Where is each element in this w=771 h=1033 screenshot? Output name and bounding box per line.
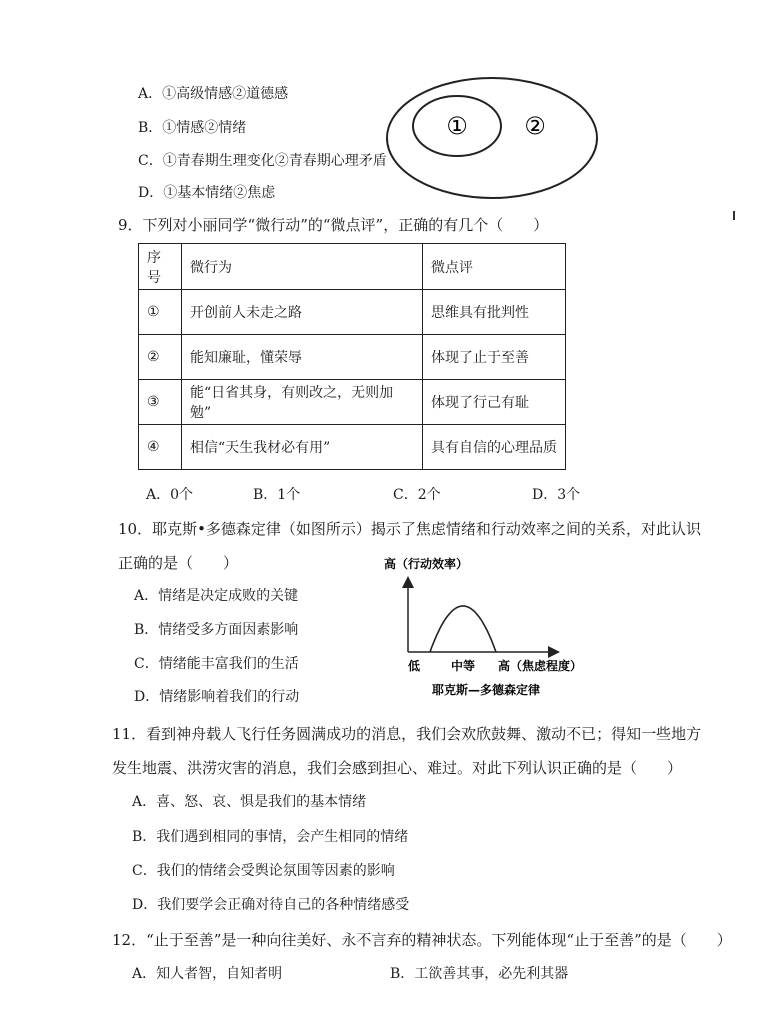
q8-option-c: C．①青春期生理变化②青春期心理矛盾 <box>138 153 387 169</box>
q8-option-b: B．①情感②情绪 <box>138 120 247 136</box>
table-cell: ③ <box>139 380 182 425</box>
x-tick-medium: 中等 <box>450 659 476 673</box>
chart-title: 耶克斯—多德森定律 <box>431 683 541 697</box>
table-cell: 具有自信的心理品质 <box>423 425 566 470</box>
inner-label-1: ① <box>446 112 468 140</box>
table-cell: ② <box>139 335 182 380</box>
table-cell: 思维具有批判性 <box>423 290 566 335</box>
x-tick-high: 高 <box>497 659 511 673</box>
table-header-row <box>139 244 566 290</box>
q12-option-b: B．工欲善其事，必先利其器 <box>390 966 569 982</box>
table-cell: 开创前人未走之路 <box>182 290 423 335</box>
x-axis-label: （焦虑程度） <box>510 659 583 673</box>
q10-option-a: A．情绪是决定成败的关键 <box>134 588 299 604</box>
table-cell: 能“日省其身，有则改之，无则加勉” <box>182 380 423 425</box>
table-row <box>139 335 566 380</box>
nested-ellipse-diagram <box>385 76 599 200</box>
q9-stem: 9．下列对小丽同学“微行动”的“微点评”，正确的有几个（ ） <box>118 216 549 234</box>
q11-stem-line1: 11．看到神舟载人飞行任务圆满成功的消息，我们会欢欣鼓舞、激动不已；得知一些地方 <box>112 725 702 743</box>
y-axis-label: 高（行动效率） <box>384 557 469 571</box>
q11-stem-line2: 发生地震、洪涝灾害的消息，我们会感到担心、难过。对此下列认识正确的是（ ） <box>112 759 683 777</box>
table-cell: ④ <box>139 425 182 470</box>
q10-option-c: C．情绪能丰富我们的生活 <box>134 656 299 672</box>
q11-option-a: A．喜、怒、哀、惧是我们的基本情绪 <box>132 794 367 810</box>
table-cell: 体现了止于至善 <box>423 335 566 380</box>
q10-stem-line1: 10．耶克斯•多德森定律（如图所示）揭示了焦虑情绪和行动效率之间的关系，对此认识 <box>118 520 701 538</box>
x-tick-low: 低 <box>407 659 421 673</box>
table-cell: 能知廉耻，懂荣辱 <box>182 335 423 380</box>
q10-option-d: D．情绪影响着我们的行动 <box>134 689 300 705</box>
q11-option-b: B．我们遇到相同的事情，会产生相同的情绪 <box>132 829 409 845</box>
q9-option-a: A．0个 <box>146 487 194 503</box>
margin-mark <box>733 211 735 220</box>
q9-option-c: C．2个 <box>393 487 441 503</box>
yerkes-dodson-chart <box>376 556 612 706</box>
table-cell: 相信“天生我材必有用” <box>182 425 423 470</box>
q8-option-a: A．①高级情感②道德感 <box>138 86 289 102</box>
header-cell: 微行为 <box>182 244 423 290</box>
q9-option-d: D．3个 <box>532 487 581 503</box>
outer-ellipse <box>387 78 597 198</box>
table-row <box>139 290 566 335</box>
q12-option-a: A．知人者智，自知者明 <box>132 966 283 982</box>
table-row <box>139 425 566 470</box>
q10-option-b: B．情绪受多方面因素影响 <box>134 622 299 638</box>
q9-option-b: B．1个 <box>253 487 301 503</box>
outer-label-2: ② <box>524 112 546 140</box>
q11-option-c: C．我们的情绪会受舆论氛围等因素的影响 <box>132 863 395 879</box>
header-cell: 序号 <box>139 244 182 290</box>
q8-option-d: D．①基本情绪②焦虑 <box>138 185 276 201</box>
q12-stem: 12．“止于至善”是一种向往美好、永不言弃的精神状态。下列能体现“止于至善”的是（ ） <box>112 931 732 949</box>
q11-option-d: D．我们要学会正确对待自己的各种情绪感受 <box>132 897 410 913</box>
header-cell: 微点评 <box>423 244 566 290</box>
table-cell: ① <box>139 290 182 335</box>
efficiency-curve <box>430 606 496 652</box>
table-row <box>139 380 566 425</box>
q10-stem-line2: 正确的是（ ） <box>118 554 239 572</box>
q9-table <box>138 243 566 470</box>
table-cell: 体现了行己有耻 <box>423 380 566 425</box>
